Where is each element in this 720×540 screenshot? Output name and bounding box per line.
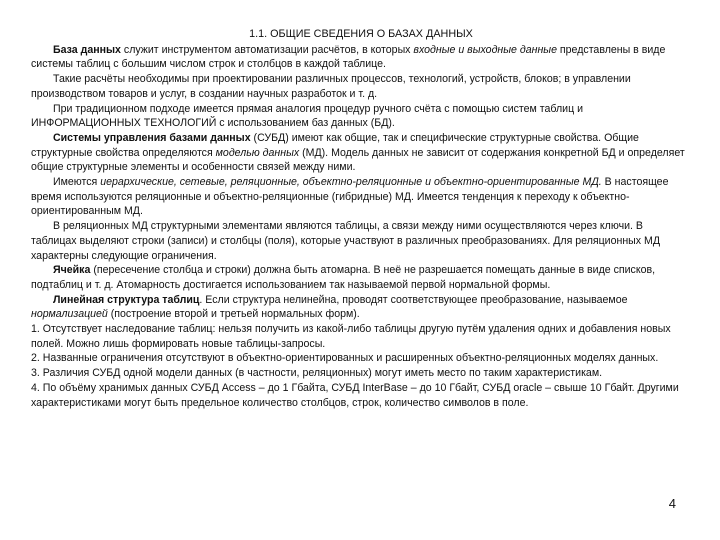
term-dbms: Системы управления базами данных: [53, 131, 251, 144]
term-linear-structure: Линейная структура таблиц: [53, 293, 200, 306]
emphasis-data-model: моделью данных: [215, 146, 300, 159]
emphasis-normalization: нормализацией: [31, 308, 108, 321]
paragraph-cell: Ячейка (пересечение столбца и строки) должна быть атомарна. В неё не разрешается помещать данные в виде списков, подтаблиц и т. д. Атомарность достигается использованием так называемой первой нормальной формы.: [31, 264, 656, 291]
emphasis-io-data: входные и выходные данные: [413, 43, 557, 56]
list-item: 4. По объёму хранимых данных СУБД Access – до 1 Гбайта, СУБД InterBase – до 10 Гбайт, СУБД oracle – свыше 10 Гбайт. Другими характеристиками могут быть предельное количество столбцов, строк, количество символов в поле.: [31, 381, 679, 409]
paragraph-model-types: Имеются иерархические, сетевые, реляционные, объектно-реляционные и объектно-ориентированные МД. В настоящее время используются реляционные и объектно-реляционные (гибридные) МД. Имеется тенденция к переходу к объектно-ориентированным МД.: [31, 176, 669, 218]
paragraph-linear-structure: Линейная структура таблиц. Если структура нелинейна, проводят соответствующее преобразование, называемое нормализацией (построение второй и третьей нормальных форм).: [31, 293, 628, 321]
section-heading: 1.1. ОБЩИЕ СВЕДЕНИЯ О БАЗАХ ДАННЫХ: [249, 28, 473, 40]
list-item: 2. Названные ограничения отсутствуют в объектно-ориентированных и расширенных объектно-реляционных моделях данных.: [31, 352, 659, 365]
term-cell: Ячейка: [53, 264, 91, 277]
document-body: [31, 27, 691, 410]
page-number: 4: [668, 496, 676, 511]
emphasis-model-types: иерархические, сетевые, реляционные, объектно-реляционные и объектно-ориентированные МД.: [100, 176, 602, 189]
paragraph-relational-models: В реляционных МД структурными элементами являются таблицы, а связи между ними осуществляются через ключи. В таблицах выделяют строки (записи) и столбцы (поля), которые участвуют в различных преобразованиях. Для реляционных МД характерны следующие ограничения.: [31, 220, 661, 262]
paragraph-database-definition: База данных служит инструментом автоматизации расчётов, в которых входные и выходные данные представлены в виде системы таблиц с большим числом строк и столбцов в каждой таблице.: [31, 43, 666, 71]
list-item: 1. Отсутствует наследование таблиц: нельзя получить из какой-либо таблицы другую путём удаления одних и добавления новых полей. Можно лишь формировать новые таблицы-запросы.: [31, 323, 671, 350]
paragraph-dbms: Системы управления базами данных (СУБД) имеют как общие, так и специфические структурные свойства. Общие структурные свойства определяются моделью данных (МД). Модель данных не зависит от содержания конкретной БД и определяет общие структурные элементы и особенности связей между ними.: [31, 131, 685, 174]
term-database: База данных: [53, 43, 121, 56]
numbered-list: [31, 322, 691, 410]
list-item: 3. Различия СУБД одной модели данных (в частности, реляционных) могут иметь место по таким характеристикам.: [31, 367, 603, 380]
paragraph-calculations: Такие расчёты необходимы при проектировании различных процессов, технологий, устройств, блоков; в управлении производством товаров и услуг, в создании научных разработок и т. д.: [31, 73, 631, 100]
paragraph-traditional-approach: При традиционном подходе имеется прямая аналогия процедур ручного счёта с помощью систем таблиц и ИНФОРМАЦИОННЫХ ТЕХНОЛОГИЙ с использованием баз данных (БД).: [31, 102, 584, 130]
